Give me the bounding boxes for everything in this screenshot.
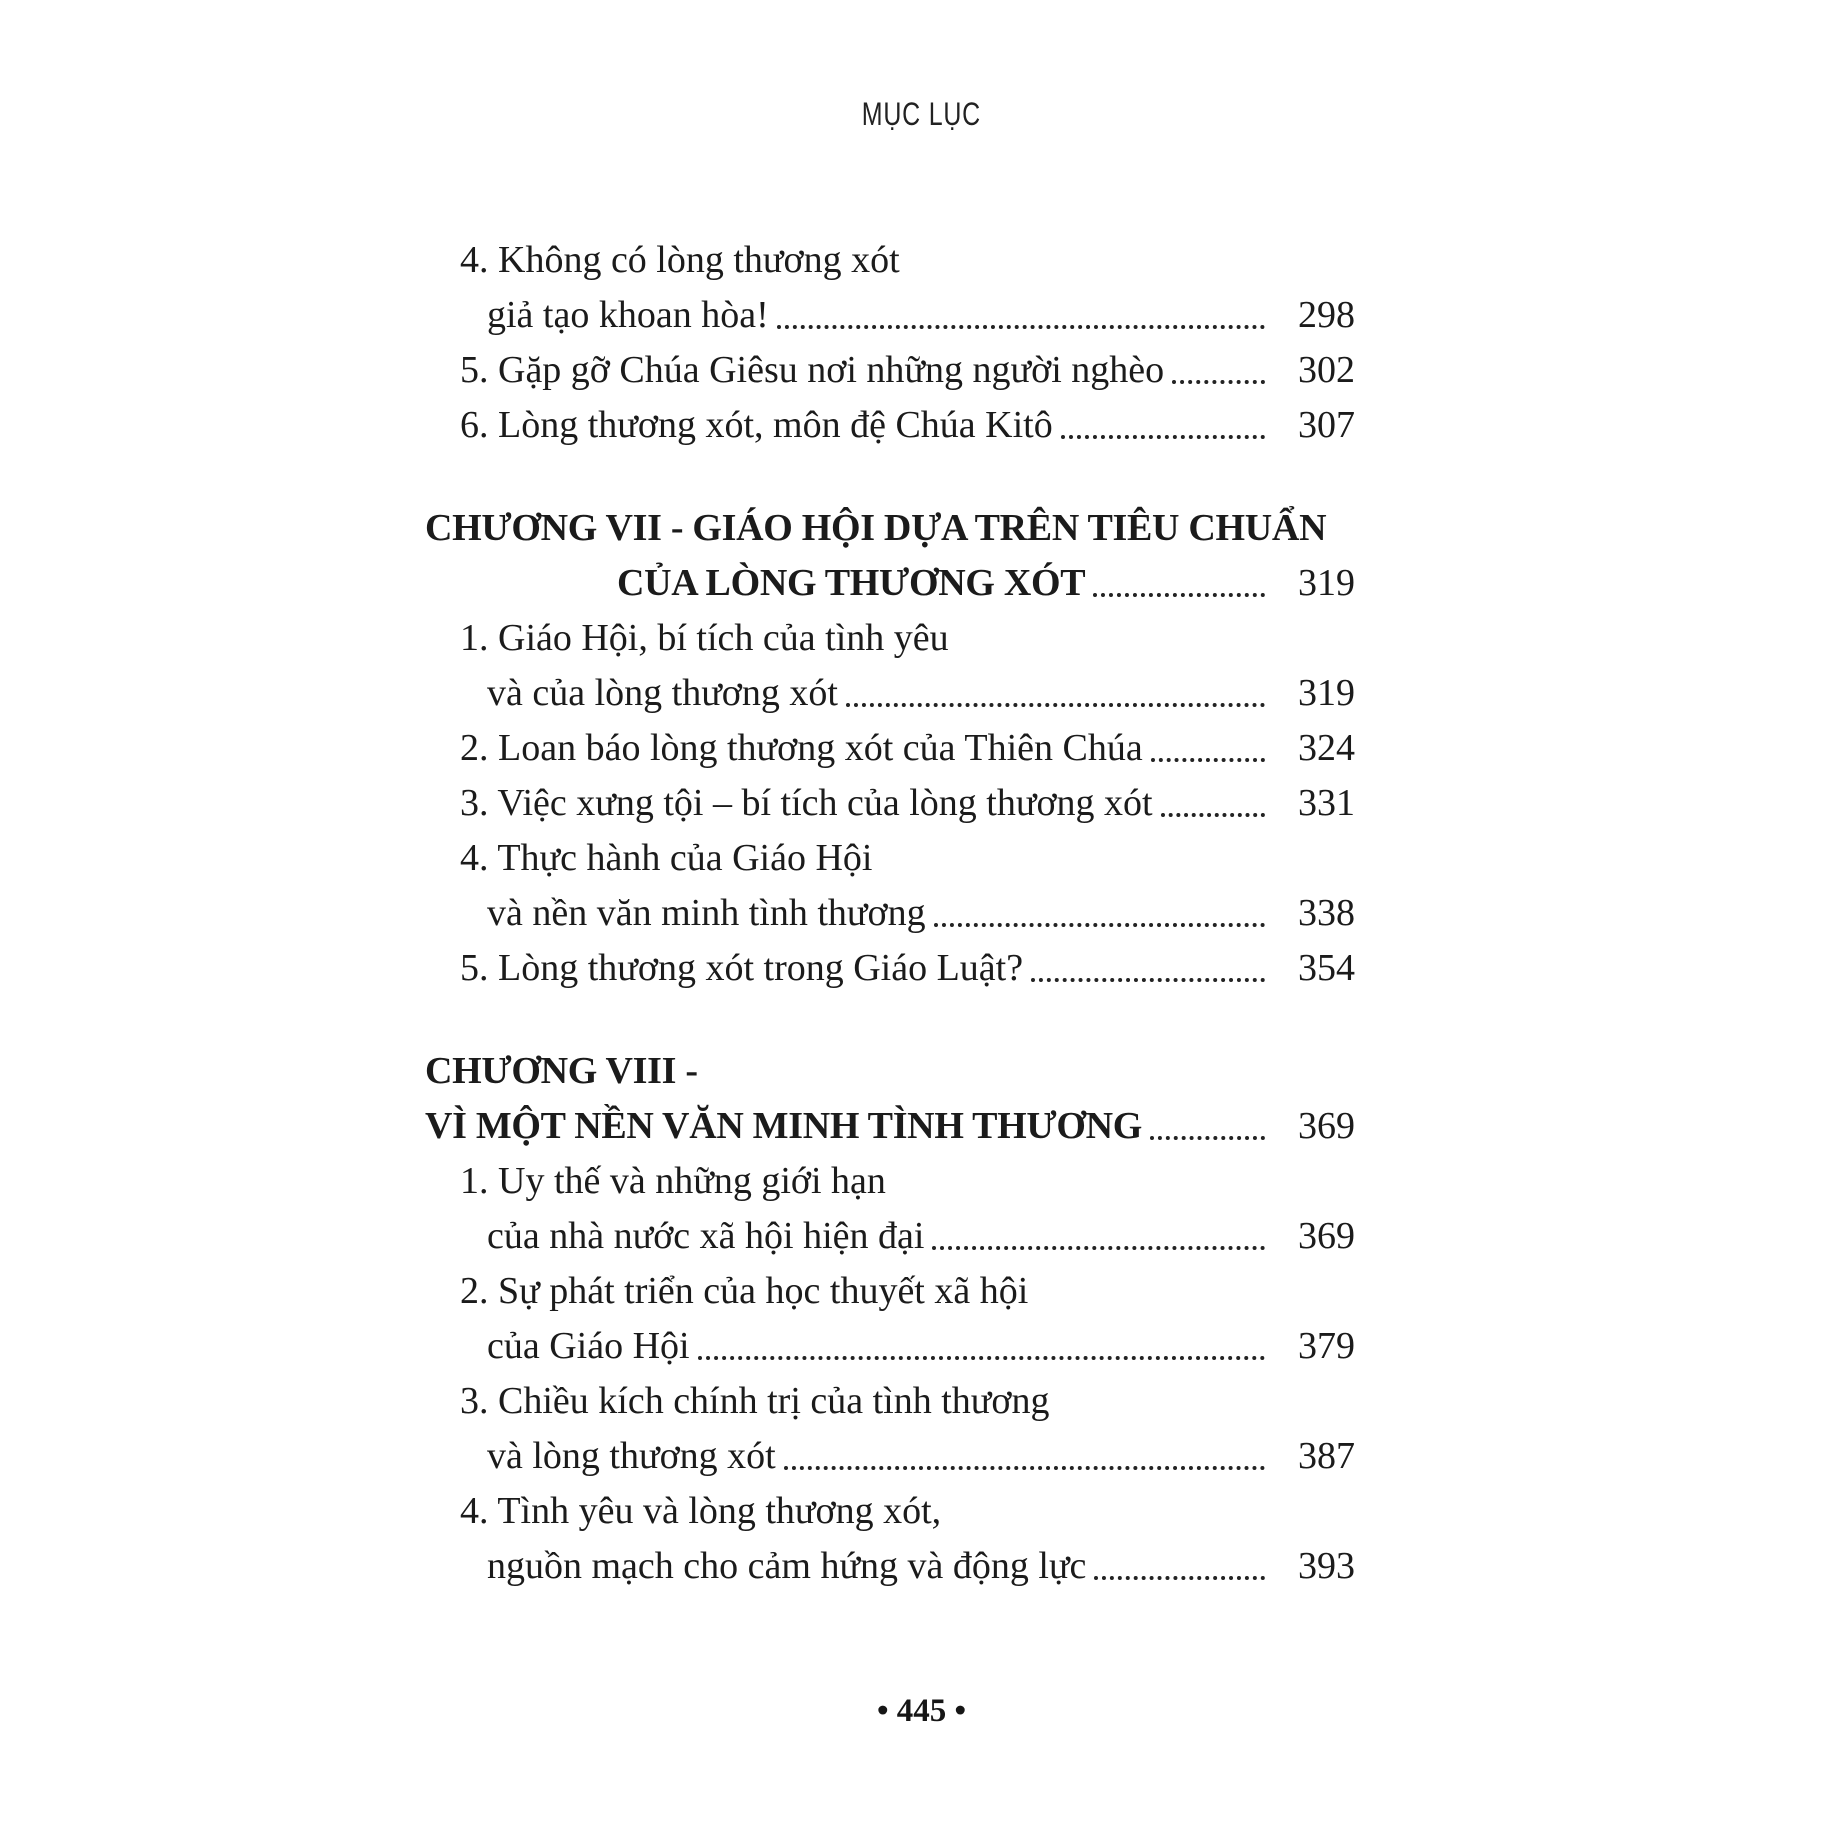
dot-leader [932, 1246, 1265, 1250]
toc-line-text: CỦA LÒNG THƯƠNG XÓT [617, 562, 1086, 605]
toc-page-number: 369 [1298, 1105, 1355, 1148]
toc-entry-line [425, 1534, 1355, 1589]
toc-page-number: 324 [1298, 727, 1355, 770]
toc-line-text: 3. Chiều kích chính trị của tình thương [460, 1380, 1050, 1423]
dot-leader [846, 703, 1265, 707]
toc-page-number: 354 [1298, 947, 1355, 990]
toc-entry-line [425, 881, 1355, 936]
toc-line-text: và của lòng thương xót [487, 672, 838, 715]
toc-line-text: VÌ MỘT NỀN VĂN MINH TÌNH THƯƠNG [425, 1105, 1143, 1148]
toc-line-text: của nhà nước xã hội hiện đại [487, 1215, 925, 1258]
toc-line-text: 2. Loan báo lòng thương xót của Thiên Chúa [460, 727, 1143, 770]
folio-page-number: • 445 • [876, 1693, 967, 1729]
toc-line-text: CHƯƠNG VII - GIÁO HỘI DỰA TRÊN TIÊU CHUẨN [425, 507, 1327, 550]
toc-page-number: 319 [1298, 562, 1355, 605]
toc-line-text: và lòng thương xót [487, 1435, 776, 1478]
running-head-title: MỤC LỤC [861, 96, 982, 132]
toc-entry-line [425, 826, 1355, 881]
dot-leader [934, 923, 1265, 927]
toc-line-text: CHƯƠNG VIII - [425, 1050, 698, 1093]
toc-line-text: 3. Việc xưng tội – bí tích của lòng thương xót [460, 782, 1153, 825]
toc-line-text: giả tạo khoan hòa! [487, 294, 769, 337]
dot-leader [698, 1356, 1265, 1360]
toc-page-number: 302 [1298, 349, 1355, 392]
toc-chapter-line [425, 496, 1355, 551]
toc-line-text: của Giáo Hội [487, 1325, 690, 1368]
dot-leader [1093, 593, 1265, 597]
toc-page-number: 307 [1298, 404, 1355, 447]
dot-leader [1031, 978, 1265, 982]
toc-entry-line [425, 1479, 1355, 1534]
toc-line-text: 1. Uy thế và những giới hạn [460, 1160, 886, 1203]
toc-entry-line [425, 661, 1355, 716]
toc-entry-line [425, 1314, 1355, 1369]
toc-entry-line [425, 1259, 1355, 1314]
toc-entry-line [425, 393, 1355, 448]
toc-page-number: 379 [1298, 1325, 1355, 1368]
dot-leader [784, 1466, 1265, 1470]
toc-page-number: 338 [1298, 892, 1355, 935]
toc-page-number: 331 [1298, 782, 1355, 825]
toc-chapter-line [425, 1094, 1355, 1149]
toc-page-number: 369 [1298, 1215, 1355, 1258]
dot-leader [1150, 1136, 1265, 1140]
toc-page-number: 319 [1298, 672, 1355, 715]
toc-entry-line [425, 1149, 1355, 1204]
toc-chapter-line [425, 551, 1355, 606]
toc-line-text: 1. Giáo Hội, bí tích của tình yêu [460, 617, 949, 660]
dot-leader [1151, 758, 1265, 762]
toc-line-text: 6. Lòng thương xót, môn đệ Chúa Kitô [460, 404, 1053, 447]
table-of-contents [425, 228, 1355, 1589]
toc-entry-line [425, 606, 1355, 661]
page-header [0, 96, 1843, 133]
toc-line-text: 5. Lòng thương xót trong Giáo Luật? [460, 947, 1024, 990]
toc-entry-line [425, 283, 1355, 338]
toc-line-text: nguồn mạch cho cảm hứng và động lực [487, 1545, 1087, 1588]
toc-chapter-line [425, 1039, 1355, 1094]
toc-entry-line [425, 716, 1355, 771]
toc-entry-line [425, 338, 1355, 393]
toc-line-text: 4. Thực hành của Giáo Hội [460, 837, 873, 880]
toc-line-text: 4. Không có lòng thương xót [460, 239, 900, 282]
toc-entry-line [425, 1204, 1355, 1259]
toc-entry-line [425, 1369, 1355, 1424]
toc-entry-line [425, 1424, 1355, 1479]
dot-leader [1061, 435, 1265, 439]
toc-entry-line [425, 228, 1355, 283]
toc-line-text: 5. Gặp gỡ Chúa Giêsu nơi những người nghèo [460, 349, 1165, 392]
page-footer [0, 1693, 1843, 1730]
dot-leader [1161, 813, 1265, 817]
toc-page-number: 393 [1298, 1545, 1355, 1588]
toc-line-text: 2. Sự phát triển của học thuyết xã hội [460, 1270, 1029, 1313]
dot-leader [1094, 1576, 1265, 1580]
toc-page-number: 387 [1298, 1435, 1355, 1478]
toc-entry-line [425, 771, 1355, 826]
dot-leader [1172, 380, 1265, 384]
toc-line-text: và nền văn minh tình thương [487, 892, 926, 935]
dot-leader [777, 325, 1265, 329]
toc-page-number: 298 [1298, 294, 1355, 337]
toc-line-text: 4. Tình yêu và lòng thương xót, [460, 1490, 942, 1533]
toc-entry-line [425, 936, 1355, 991]
